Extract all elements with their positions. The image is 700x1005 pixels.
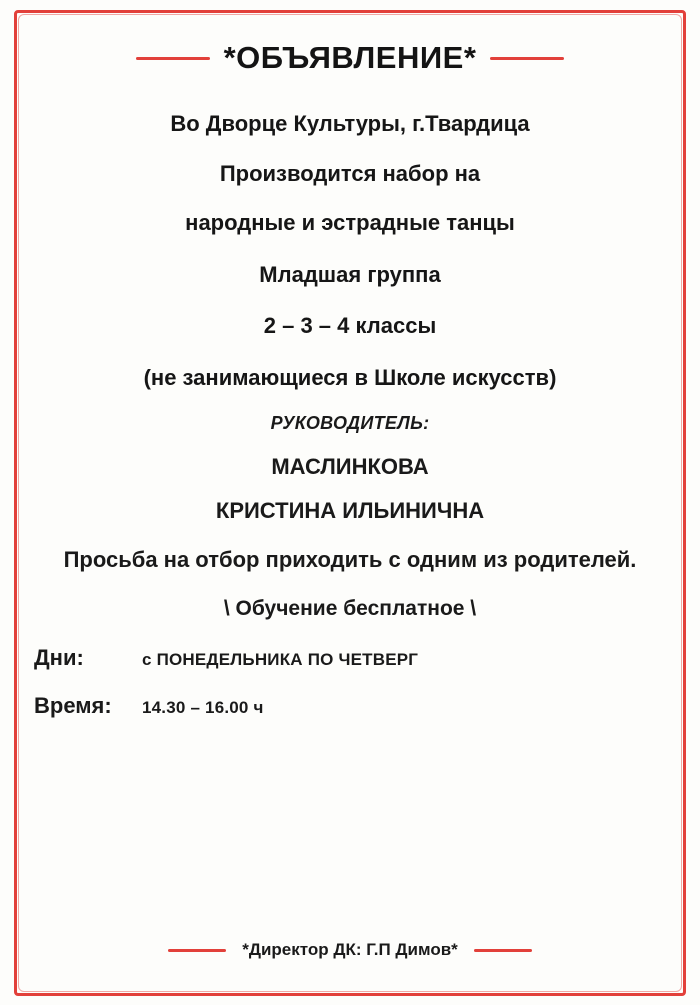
- title-dash-right-icon: [490, 57, 564, 60]
- free-tuition-note: \ Обучение бесплатное \: [223, 596, 477, 620]
- leader-firstname-patronymic: КРИСТИНА ИЛЬИНИЧНА: [215, 498, 485, 523]
- leader-label: РУКОВОДИТЕЛЬ:: [270, 413, 430, 433]
- leader-surname: МАСЛИНКОВА: [271, 454, 429, 479]
- title-row: [30, 40, 670, 76]
- poster-line-dance-types: народные и эстрадные танцы: [185, 210, 515, 235]
- footer-director: *Директор ДК: Г.П Димов*: [242, 940, 458, 959]
- poster-content: [30, 18, 670, 986]
- poster-line-condition: (не занимающиеся в Школе искусств): [143, 364, 557, 390]
- footer-dash-left-icon: [168, 949, 226, 952]
- poster-line-group: Младшая группа: [259, 261, 441, 287]
- footer-row: [30, 940, 670, 960]
- footer-dash-right-icon: [474, 949, 532, 952]
- poster-line-grades: 2 – 3 – 4 классы: [263, 313, 437, 338]
- schedule-time-row: [30, 693, 670, 719]
- schedule-days-label: Дни:: [34, 644, 84, 670]
- poster-line-venue: Во Дворце Культуры, г.Твардица: [170, 111, 530, 136]
- parent-request-note: Просьба на отбор приходить с одним из родителей.: [63, 547, 637, 572]
- title-dash-left-icon: [136, 57, 210, 60]
- page-title: *ОБЪЯВЛЕНИЕ*: [223, 40, 477, 75]
- poster-line-recruitment: Производится набор на: [219, 160, 481, 186]
- schedule-time-label: Время:: [34, 692, 112, 718]
- schedule-days-row: [30, 645, 670, 671]
- schedule-time-value: 14.30 – 16.00 ч: [142, 697, 264, 717]
- schedule-days-value: с ПОНЕДЕЛЬНИКА ПО ЧЕТВЕРГ: [142, 649, 419, 669]
